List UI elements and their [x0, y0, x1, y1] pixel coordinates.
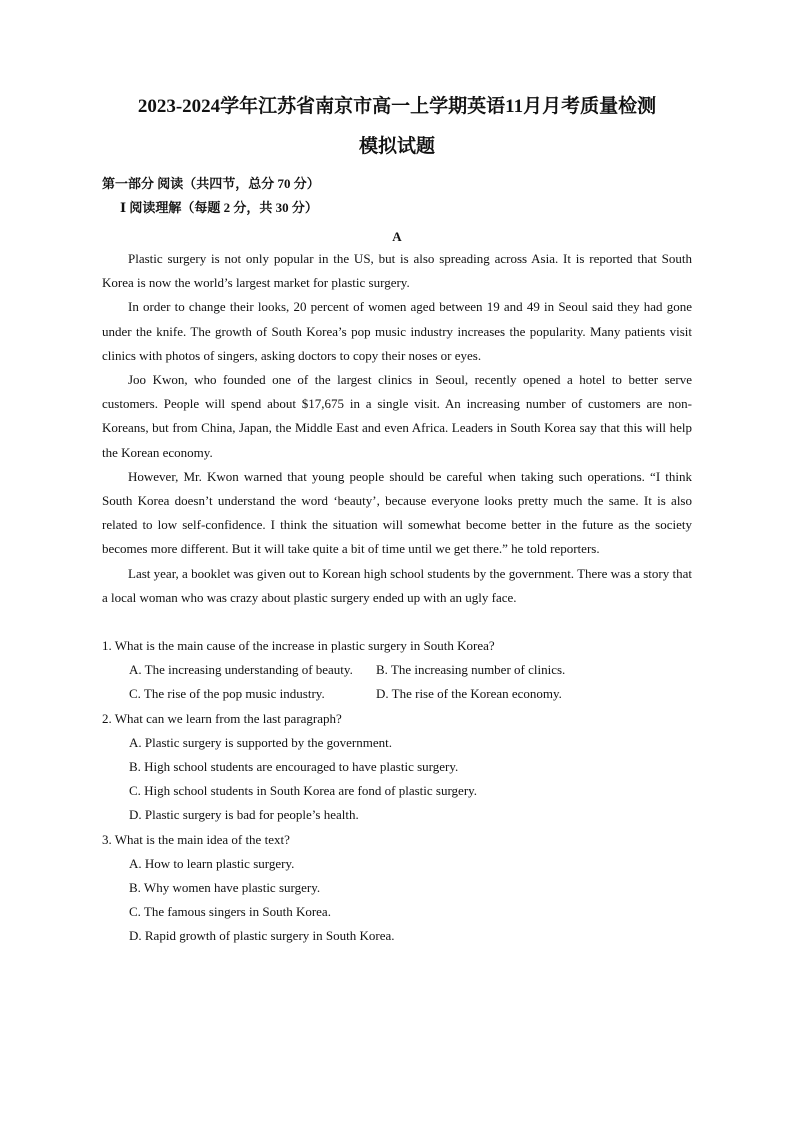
option-row — [102, 682, 692, 706]
passage-paragraph: Joo Kwon, who founded one of the largest clinics in Seoul, recently opened a hotel to better serve customers. People will spend about $17,675 in a single visit. An increasing number of customers are non-Koreans, but from China, Japan, the Middle East and even Africa. Leaders in South Korea say that this will help the Korean economy. — [102, 372, 692, 460]
passage-paragraph: In order to change their looks, 20 percent of women aged between 19 and 49 in Seoul said they had gone under the knife. The growth of South Korea’s pop music industry increases the popularity. Many patients visit clinics with photos of singers, asking doctors to copy their noses or eyes. — [102, 299, 692, 363]
option-a: A. How to learn plastic surgery. — [129, 855, 295, 871]
passage-paragraph: However, Mr. Kwon warned that young people should be careful when taking such operations. “I think South Korea doesn’t understand the word ‘beauty’, because everyone looks pretty much the same. It is also related to low self-confidence. I think the situation will somewhat become better in the future as the society becomes more different. But it will take quite a bit of time until we get there.” he told reporters. — [102, 468, 692, 557]
option-c: C. The rise of the pop music industry. — [129, 686, 325, 702]
question-1 — [102, 634, 692, 707]
option-a: A. Plastic surgery is supported by the government. — [129, 734, 392, 750]
question-3 — [102, 828, 692, 949]
question-stem: 2. What can we learn from the last paragraph? — [102, 710, 342, 726]
document-title: 2023-2024学年江苏省南京市高一上学期英语11月月考质量检测 — [137, 96, 657, 117]
option-c: C. High school students in South Korea are fond of plastic surgery. — [129, 783, 478, 799]
question-stem: 1. What is the main cause of the increase in plastic surgery in South Korea? — [102, 638, 495, 654]
passage-label: A — [392, 229, 402, 244]
subsection-heading: Ⅰ 阅读理解（每题 2 分，共 30 分） — [120, 200, 318, 215]
document-subtitle: 模拟试题 — [358, 136, 435, 157]
option-row — [102, 658, 692, 682]
passage-body — [102, 247, 692, 610]
option-c: C. The famous singers in South Korea. — [129, 904, 331, 920]
option-b: B. The increasing number of clinics. — [376, 662, 566, 678]
option-b: B. Why women have plastic surgery. — [129, 880, 321, 896]
option-d: D. Rapid growth of plastic surgery in South Korea. — [129, 928, 395, 944]
passage-paragraph: Plastic surgery is not only popular in the US, but is also spreading across Asia. It is reported that South Korea is now the world’s largest market for plastic surgery. — [102, 251, 692, 291]
option-b: B. High school students are encouraged to have plastic surgery. — [129, 759, 459, 775]
question-stem: 3. What is the main idea of the text? — [102, 831, 290, 847]
option-d: D. The rise of the Korean economy. — [376, 686, 562, 702]
option-d: D. Plastic surgery is bad for people’s health. — [129, 807, 359, 823]
section-heading: 第一部分 阅读（共四节，总分 70 分） — [102, 176, 320, 191]
passage-paragraph: Last year, a booklet was given out to Korean high school students by the government. There was a story that a local woman who was crazy about plastic surgery ended up with an ugly face. — [102, 565, 692, 605]
question-list — [102, 634, 692, 949]
question-2 — [102, 707, 692, 828]
option-a: A. The increasing understanding of beauty. — [129, 662, 353, 678]
